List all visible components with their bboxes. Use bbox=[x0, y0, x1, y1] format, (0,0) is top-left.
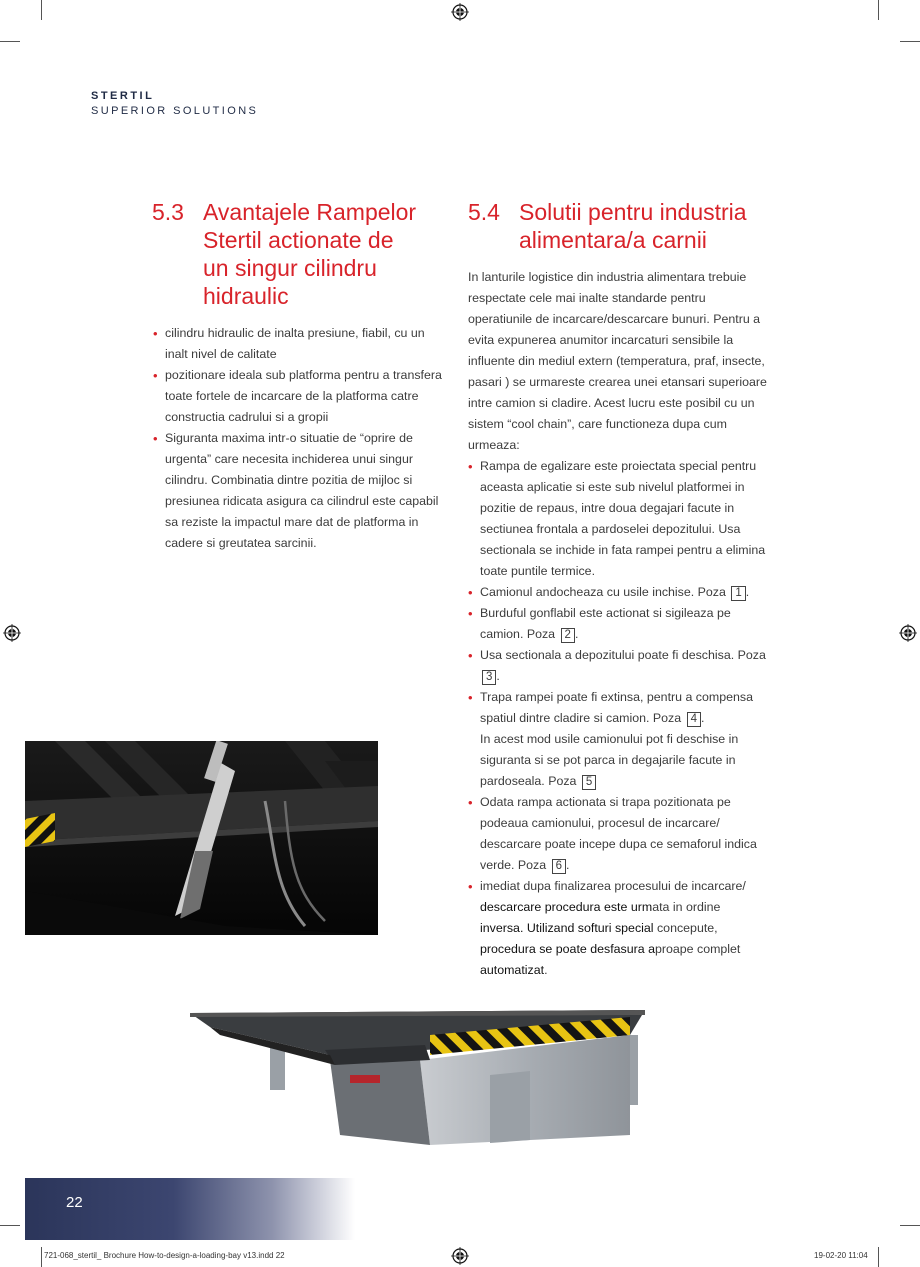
heading-line: Stertil actionate de bbox=[203, 227, 394, 253]
photo-ref: 1 bbox=[731, 586, 745, 601]
crop-mark bbox=[41, 0, 42, 20]
heading-line: hidraulic bbox=[203, 283, 289, 309]
crop-mark bbox=[878, 0, 879, 20]
list-item: • Usa sectionala a depozitului poate fi deschisa. Poza 3 . bbox=[468, 645, 768, 687]
advantages-list bbox=[153, 323, 449, 554]
list-item: • imediat dupa finalizarea procesului de incarcare/ descarcare procedura este urmata in ordine inversa. Utilizand softuri special concepute, procedura se poate desfasura aproape complet automatizat. bbox=[468, 876, 768, 981]
list-item: • cilindru hidraulic de inalta presiune, fiabil, cu un inalt nivel de calitate bbox=[153, 323, 449, 365]
photo-ref: 6 bbox=[552, 859, 566, 874]
list-item: • Rampa de egalizare este proiectata special pentru aceasta aplicatie si este sub nivelul platformei in pozitie de repaus, intre doua degajari facute in sectiunea frontala a pardoselei depozitului. Usa sectionala se inchide in fata rampei pentru a elimina toate puntile termice. bbox=[468, 456, 768, 582]
registration-mark-icon bbox=[3, 624, 21, 642]
section-5-4-heading bbox=[468, 198, 788, 254]
dock-leveler-photo bbox=[190, 1005, 670, 1157]
brand-tagline: SUPERIOR SOLUTIONS bbox=[91, 105, 259, 117]
crop-mark bbox=[900, 1225, 920, 1226]
cool-chain-steps bbox=[468, 456, 768, 981]
photo-ref: 2 bbox=[561, 628, 575, 643]
heading-line: alimentara/a carnii bbox=[519, 227, 707, 253]
heading-line: Avantajele Rampelor bbox=[203, 199, 417, 225]
list-item: • Siguranta maxima intr-o situatie de “oprire de urgenta” care necesita inchiderea unui singur cilindru. Combinatia dintre pozitia de mijloc si presiunea ridicata asigura ca cilindrul este capabil sa reziste la impactul mare dat de platforma in cadere si greutatea sarcinii. bbox=[153, 428, 449, 554]
list-item: • Camionul andocheaza cu usile inchise. Poza 1 . bbox=[468, 582, 768, 603]
list-item: • pozitionare ideala sub platforma pentru a transfera toate fortele de incarcare de la platforma catre constructia cadrului si a gropii bbox=[153, 365, 449, 428]
crop-mark bbox=[0, 41, 20, 42]
registration-mark-icon bbox=[451, 3, 469, 21]
print-slug-file: 721-068_stertil_ Brochure How-to-design-a-loading-bay v13.indd 22 bbox=[44, 1251, 285, 1260]
registration-mark-icon bbox=[899, 624, 917, 642]
registration-mark-icon bbox=[451, 1247, 469, 1265]
page-number: 22 bbox=[66, 1194, 83, 1211]
list-item: • Burduful gonflabil este actionat si sigileaza pe camion. Poza 2 . bbox=[468, 603, 768, 645]
heading-line: Solutii pentru industria bbox=[519, 199, 747, 225]
crop-mark bbox=[0, 1225, 20, 1226]
crop-mark bbox=[41, 1247, 42, 1267]
photo-ref: 3 bbox=[482, 670, 496, 685]
section-number: 5.4 bbox=[468, 199, 500, 225]
heading-line: un singur cilindru bbox=[203, 255, 377, 281]
brand-name: STERTIL bbox=[91, 90, 155, 102]
section-number: 5.3 bbox=[152, 199, 184, 225]
photo-ref: 4 bbox=[687, 712, 701, 727]
list-item: • Trapa rampei poate fi extinsa, pentru a compensa spatiul dintre cladire si camion. Poza 4 . In acest mod usile camionului pot fi deschise in siguranta si se pot parca in degajarile facute in pardoseala. Poza 5 bbox=[468, 687, 768, 792]
list-item: • Odata rampa actionata si trapa pozitionata pe podeaua camionului, procesul de incarcare/ descarcare poate incepe dupa ce semaforul indica verde. Poza 6 . bbox=[468, 792, 768, 876]
intro-paragraph: In lanturile logistice din industria alimentara trebuie respectate cele mai inalte standarde pentru operatiunile de incarcare/descarcare bunuri. Pentru a evita expunerea anumitor incarcaturi sensibile la influente din mediul extern (temperatura, praf, insecte, pasari ) se urmareste crearea unei etansari superioare intre camion si cladire. Acest lucru este posibil cu un sistem “cool chain”, care functioneza dupa cum urmeaza: bbox=[468, 270, 767, 452]
photo-ref: 5 bbox=[582, 775, 596, 790]
print-slug-date: 19-02-20 11:04 bbox=[814, 1251, 868, 1260]
crop-mark bbox=[900, 41, 920, 42]
crop-mark bbox=[878, 1247, 879, 1267]
section-5-3-heading bbox=[152, 198, 462, 310]
section-5-4-body bbox=[468, 267, 768, 981]
hydraulic-cylinder-photo bbox=[25, 741, 378, 935]
